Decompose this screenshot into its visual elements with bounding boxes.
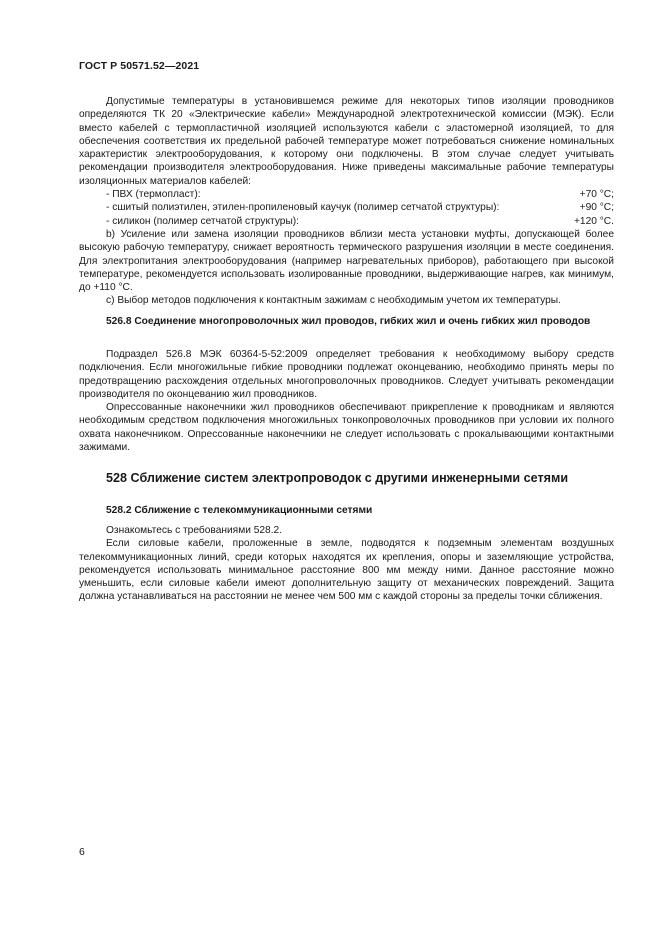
item-value: +120 °C.	[573, 215, 614, 227]
section-528-2-para-1: Ознакомьтесь с требованиями 528.2.	[106, 525, 283, 536]
item-label: - силикон (полимер сетчатой структуры):	[106, 215, 300, 227]
item-label: - ПВХ (термопласт):	[106, 189, 201, 201]
section-526-8-para-1: Подраздел 526.8 МЭК 60364-5-52:2009 определяет требования к необходимому выбору средств подключения. Если многожильные гибкие проводники подлежат оконцеванию, необходимо принять меры по предотвращению расхождения отдельных многопроволочных проводников. Следует учитывать рекомендации производителя по оконцеванию жил проводников.	[79, 349, 614, 400]
item-b-paragraph: b) Усиление или замена изоляции проводников вблизи места установки муфты, допускающей более высокую рабочую температуру, снижает вероятность термического разрушения изоляции в месте соединения. Для электропитания электрооборудования (например нагревательных приборов), работающего при высокой температуре, рекомендуется использовать изолированные проводники, выдерживающие нагрев, как минимум, до +110 °C.	[79, 228, 614, 294]
temperature-item-pvc	[79, 188, 614, 201]
section-526-8-para-2: Опрессованные наконечники жил проводников обеспечивают прикрепление к проводникам и являются необходимым средством подключения многожильных тонкопроволочных проводников при условии их полного охвата наконечником. Опрессованные наконечники не следует использовать с прокалывающими контактными зажимами.	[79, 402, 614, 454]
item-label: - сшитый полиэтилен, этилен-пропиленовый каучук (полимер сетчатой структуры):	[106, 202, 500, 214]
intro-block	[79, 95, 614, 308]
standard-header: ГОСТ Р 50571.52—2021	[79, 60, 200, 72]
section-526-8-body	[79, 348, 614, 454]
temperature-item-silicone	[79, 215, 614, 228]
section-528-2-body	[79, 524, 614, 604]
intro-paragraph: Допустимые температуры в установившемся режиме для некоторых типов изоляции проводников определяются ТК 20 «Электрические кабели» Международной электротехнической комиссии (МЭК). Если вместо кабелей с термопластичной изоляцией используются кабели с эластомерной изоляцией, то для обеспечения соответствия их предельной рабочей температуре может потребоваться снижение номинальных характеристик электрооборудования, к которому они подключены. В этом случае следует учитывать рекомендации производителя электрооборудования. Ниже приведены максимальные рабочие температуры изоляционных материалов кабелей:	[79, 96, 614, 187]
section-528-2-heading: 528.2 Сближение с телекоммуникационными сетями	[106, 505, 373, 516]
page-number: 6	[79, 846, 85, 858]
item-value: +90 °C;	[579, 202, 614, 214]
temperature-item-xlpe	[79, 201, 614, 214]
section-528-2-para-2: Если силовые кабели, проложенные в земле, подводятся к подземным элементам воздушных телекоммуникационных линий, среди которых находятся их крепления, опоры и заземляющие устройства, рекомендуется использовать минимальное расстояние 800 мм между ними. Данное расстояние можно уменьшить, если силовые кабели имеют дополнительную защиту от механических повреждений. Защита должна устанавливаться на расстоянии не менее чем 500 мм с каждой стороны за пределы точки сближения.	[79, 538, 614, 603]
section-528-heading: 528 Сближение систем электропроводок с другими инженерными сетями	[106, 471, 569, 485]
section-526-8-heading: 526.8 Соединение многопроволочных жил проводов, гибких жил и очень гибких жил проводов	[106, 316, 591, 327]
item-value: +70 °C;	[579, 189, 614, 201]
item-c-paragraph: c) Выбор методов подключения к контактным зажимам с необходимым учетом их температуры.	[106, 295, 561, 307]
